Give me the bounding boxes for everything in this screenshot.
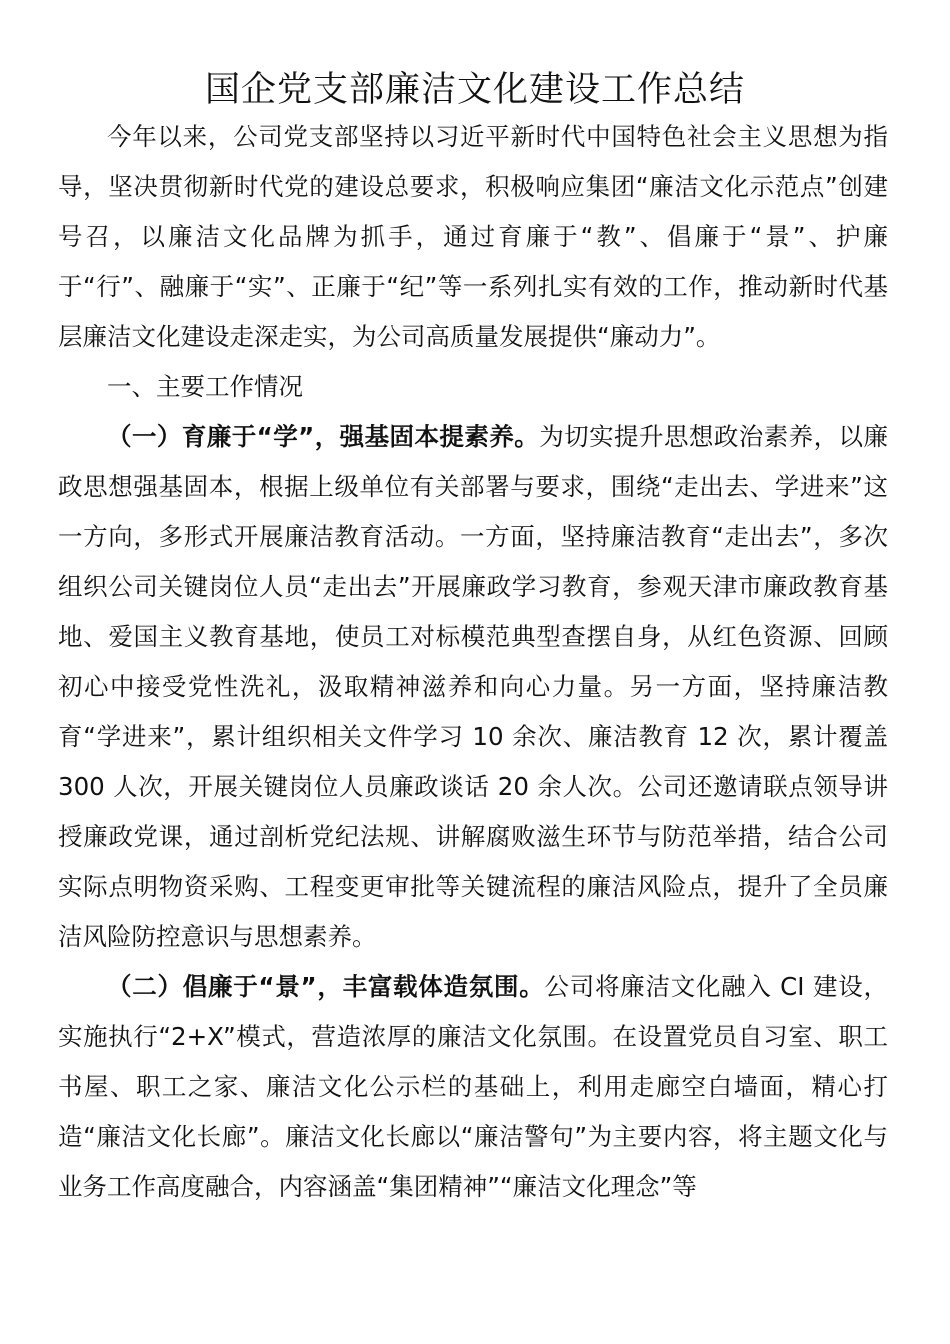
subsection-heading-1: （一）育廉于“学”，强基固本提素养。	[107, 422, 540, 451]
subsection-text-1: 为切实提升思想政治素养，以廉政思想强基固本，根据上级单位有关部署与要求，围绕“走出去、学进来”这一方向，多形式开展廉洁教育活动。一方面，坚持廉洁教育“走出去”，多次组织公司关键岗位人员“走出去”开展廉政学习教育，参观天津市廉政教育基地、爱国主义教育基地，使员工对标模范典型查摆自身，从红色资源、回顾初心中接受党性洗礼，汲取精神滋养和向心力量。另一方面，坚持廉洁教育“学进来”，累计组织相关文件学习 10 余次、廉洁教育 12 次，累计覆盖 300 人次，开展关键岗位人员廉政谈话 20 余人次。公司还邀请联点领导讲授廉政党课，通过剖析党纪法规、讲解腐败滋生环节与防范举措，结合公司实际点明物资采购、工程变更审批等关键流程的廉洁风险点，提升了全员廉洁风险防控意识与思想素养。	[58, 422, 889, 951]
subsection-paragraph-2	[58, 962, 888, 1212]
subsection-paragraph-1	[58, 412, 888, 962]
intro-paragraph: 今年以来，公司党支部坚持以习近平新时代中国特色社会主义思想为指导，坚决贯彻新时代党的建设总要求，积极响应集团“廉洁文化示范点”创建号召，以廉洁文化品牌为抓手，通过育廉于“教”、倡廉于“景”、护廉于“行”、融廉于“实”、正廉于“纪”等一系列扎实有效的工作，推动新时代基层廉洁文化建设走深走实，为公司高质量发展提供“廉动力”。	[58, 122, 888, 351]
document-title: 国企党支部廉洁文化建设工作总结	[204, 70, 745, 110]
section-heading: 一、主要工作情况	[107, 372, 303, 401]
subsection-heading-2: （二）倡廉于“景”，丰富载体造氛围。	[107, 972, 545, 1001]
subsection-text-2: 公司将廉洁文化融入 CI 建设，实施执行“2+X”模式，营造浓厚的廉洁文化氛围。在设置党员自习室、职工书屋、职工之家、廉洁文化公示栏的基础上，利用走廊空白墙面，精心打造“廉洁文化长廊”。廉洁文化长廊以“廉洁警句”为主要内容，将主题文化与业务工作高度融合，内容涵盖“集团精神”“廉洁文化理念”等	[58, 972, 888, 1201]
document-body	[58, 112, 888, 1212]
